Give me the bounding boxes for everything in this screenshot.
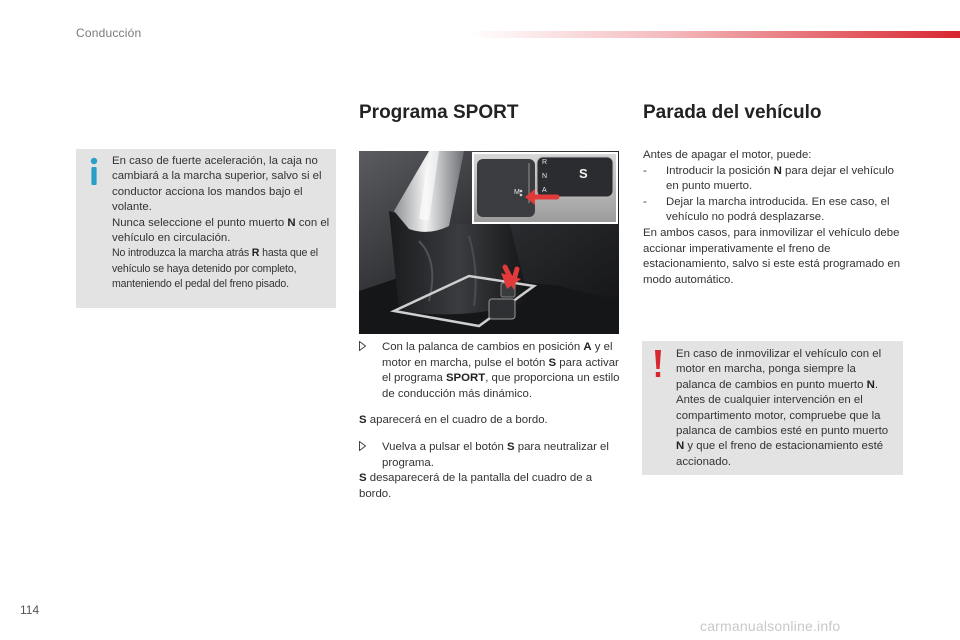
info-note-text [112, 154, 332, 293]
gear-label-m: M [514, 189, 520, 196]
sport-button-label: S [579, 166, 588, 181]
gear-label-n: N [542, 173, 548, 180]
gear-lever-photo [359, 151, 619, 334]
info-note-line3: No introduzca la marcha atrás R hasta que el vehículo se haya detenido por completo, manteniendo el pedal del freno pisado. [112, 247, 318, 291]
bullet-arrow-icon [359, 441, 366, 451]
bullet-arrow-icon [359, 341, 366, 351]
section-title-stop: Parada del vehículo [643, 102, 822, 123]
sport-body [359, 340, 621, 502]
stop-outro: En ambos casos, para inmovilizar el vehículo debe accionar imperativamente el freno de estacionamiento, salvo si este está programado en modo automático. [643, 226, 901, 286]
page-number: 114 [20, 603, 40, 617]
warning-note-text: En caso de inmovilizar el vehículo con el motor en marcha, ponga siempre la palanca de cambios en punto muerto N. Antes de cualquier intervención en el compartimento motor, compruebe que la palanca de cambios esté en punto muerto N y que el freno de estacionamiento esté accionado. [676, 348, 889, 468]
stop-item-1: - Introducir la posición N para dejar el vehículo en punto muerto. [643, 164, 894, 193]
sport-para-2: S desaparecerá de la pantalla del cuadro de a bordo. [359, 472, 593, 500]
sport-bullet-2: Vuelva a pulsar el botón S para neutralizar el programa. [359, 440, 621, 471]
stop-body [643, 148, 905, 288]
stop-item-2: - Dejar la marcha introducida. En ese caso, el vehículo no podrá desplazarse. [643, 195, 890, 224]
info-note-line1: En caso de fuerte aceleración, la caja no cambiará a la marcha superior, salvo si el conductor acciona los mandos bajo el volante. [112, 155, 322, 214]
warning-note-box [642, 341, 903, 475]
sport-para-1: S aparecerá en el cuadro de a bordo. [359, 414, 548, 427]
sport-bullet-1: Con la palanca de cambios en posición A y el motor en marcha, pulse el botón S para activar el programa SPORT, que proporciona un estilo de conducción más dinámico. [359, 340, 621, 402]
info-note-box [76, 149, 336, 308]
section-title-sport: Programa SPORT [359, 102, 519, 123]
header-accent-bar [470, 31, 960, 38]
info-icon [87, 157, 101, 187]
page-header-title: Conducción [76, 26, 142, 40]
stop-intro: Antes de apagar el motor, puede: [643, 149, 812, 161]
exclamation-icon [654, 349, 662, 379]
info-note-line2: Nunca seleccione el punto muerto N con el vehículo en circulación. [112, 216, 330, 245]
gear-label-r: R [542, 159, 548, 166]
gear-label-a: A [542, 187, 547, 194]
watermark: carmanualsonline.info [700, 618, 841, 634]
